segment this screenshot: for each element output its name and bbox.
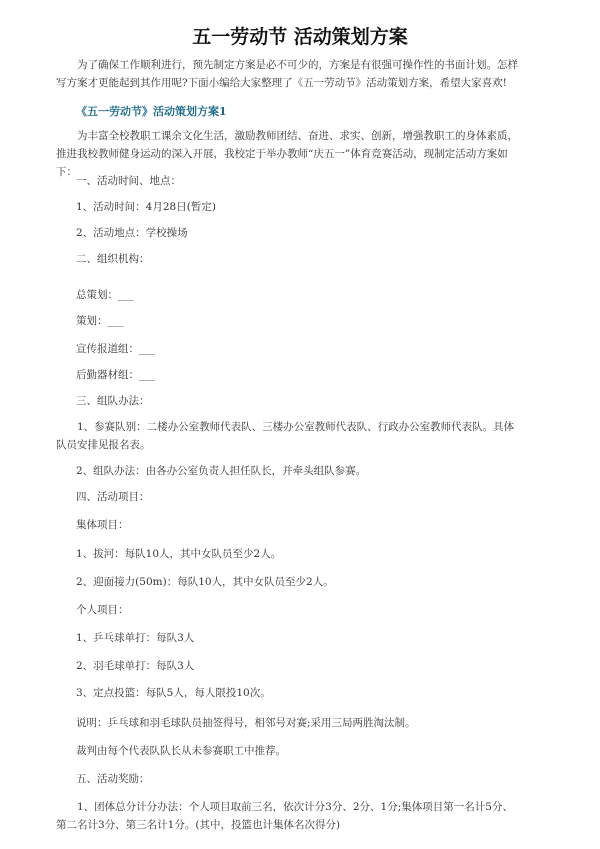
page-title: 五一劳动节 活动策划方案 [192,26,408,48]
org-publicity: 宣传报道组：___ [76,343,155,355]
team-groups: 1、参赛队别：二楼办公室教师代表队、三楼办公室教师代表队、行政办公室教师代表队。具体队员安排见报名表。 [56,421,515,451]
section-heading-awards: 五、活动奖励： [76,773,150,785]
section-heading-time-place: 一、活动时间、地点： [76,175,181,187]
section-heading-organization: 二、组织机构： [76,253,150,265]
note-referees: 裁判由每个代表队队长从未参赛职工中推荐。 [76,745,286,757]
team-method: 2、组队办法：由各办公室负责人担任队长，并牵头组队参赛。 [76,465,367,477]
section-heading-teams: 三、组队办法： [76,395,150,407]
award-scoring: 1、团体总分计分办法：个人项目取前三名，依次计分3分、2分、1分;集体项目第一名计5分、第二名计3分、第三名计1分。(其中，投篮也计集体名次得分) [56,801,513,831]
org-logistics: 后勤器材组：___ [76,369,155,381]
activity-place: 2、活动地点：学校操场 [76,227,188,239]
event-tug-of-war: 1、拔河：每队10人，其中女队员至少2人。 [76,548,282,560]
org-planner: 策划：___ [76,315,124,327]
section-heading-events: 四、活动项目： [76,491,150,503]
purpose-paragraph: 为丰富全校教职工课余文化生活，激励教师团结、奋进、求实、创新，增强教职工的身体素质，推进我校教师健身运动的深入开展，我校定于举办教师“庆五一”体育竞赛活动，现制定活动方案如下： [56,130,518,178]
group-events-label: 集体项目： [76,519,129,531]
intro-paragraph: 为了确保工作顺利进行，预先制定方案是必不可少的，方案是有很强可操作性的书面计划。怎样写方案才更能起到其作用呢?下面小编给大家整理了《五一劳动节》活动策划方案，希望大家喜欢! [56,59,518,89]
event-basketball-shooting: 3、定点投篮：每队5人，每人限投10次。 [76,687,271,699]
event-badminton: 2、羽毛球单打：每队3人 [76,660,195,672]
event-table-tennis: 1、乒乓球单打：每队3人 [76,632,195,644]
org-chief-planner: 总策划：___ [76,289,134,301]
individual-events-label: 个人项目： [76,604,129,616]
activity-time: 1、活动时间：4月28日(暂定) [76,201,216,213]
note-draw-rules: 说明：乒乓球和羽毛球队员抽签得号，相邻号对赛;采用三局两胜淘汰制。 [76,717,416,729]
event-relay: 2、迎面接力(50m)：每队10人，其中女队员至少2人。 [76,576,334,588]
section-subtitle: 《五一劳动节》活动策划方案1 [76,105,227,118]
